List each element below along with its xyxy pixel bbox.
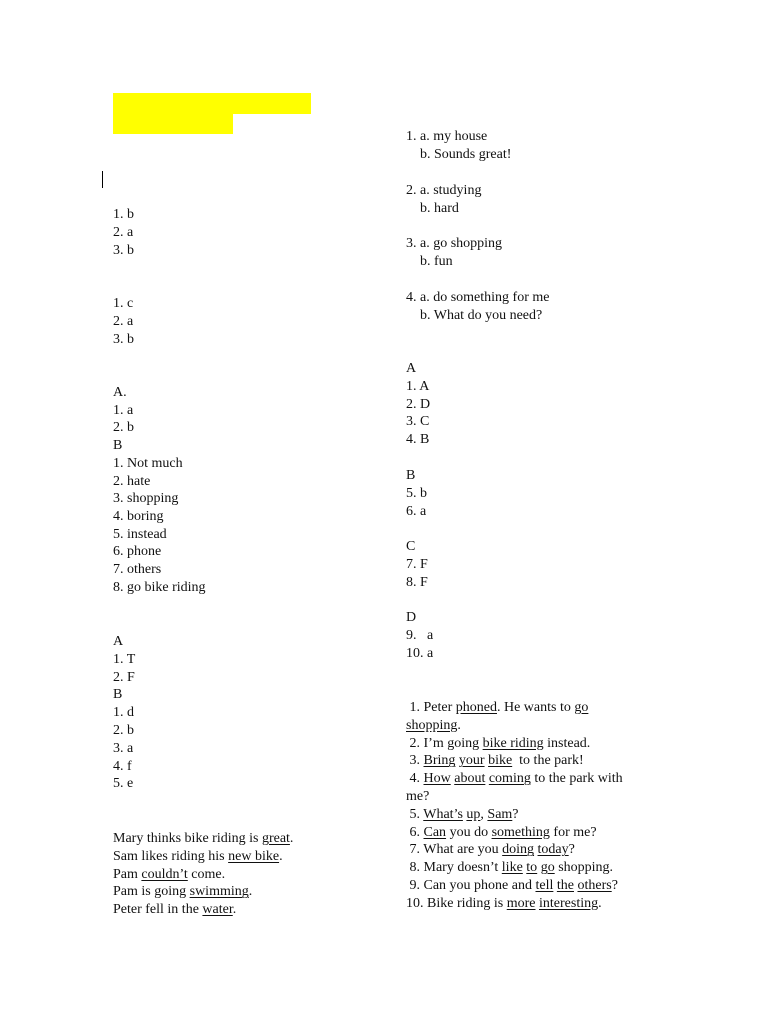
sentence-text: 7. What are you <box>406 842 503 858</box>
sentence-text: 1. Peter <box>406 700 456 715</box>
answer-line: D <box>406 610 417 625</box>
underlined-word: doing <box>502 842 535 858</box>
answer-line: 7. F <box>406 556 428 572</box>
answer-line: 2. D <box>406 396 431 412</box>
answer-line: 7. others <box>113 562 162 577</box>
underlined-word: to <box>526 860 538 876</box>
answer-line: A. <box>113 385 127 400</box>
underlined-word: tell <box>535 878 554 893</box>
sentence-text: me? <box>406 789 430 804</box>
answer-line: 2. b <box>113 723 134 738</box>
highlight-bar-top <box>113 93 311 114</box>
answer-sentence <box>406 859 613 877</box>
answer-line: 2. b <box>113 420 134 436</box>
sentence-text: 8. Mary doesn’t <box>406 860 502 876</box>
sentence-text: 2. I’m going <box>406 735 483 751</box>
answer-sentence <box>406 735 590 753</box>
answer-sentence <box>406 770 623 788</box>
answer-line: 8. go bike riding <box>113 579 206 595</box>
answer-line: 9. a <box>406 627 434 643</box>
sentence-text: Pam is going <box>113 884 190 900</box>
sentence-text: ? <box>611 878 618 893</box>
sentence-text: . <box>248 884 253 900</box>
answer-sentence <box>406 788 429 806</box>
underlined-word: like <box>501 860 523 876</box>
answer-line: 4. f <box>113 758 132 774</box>
sentence-text: to the park with <box>530 771 623 787</box>
underlined-word: water <box>202 902 233 918</box>
sentence-text: 9. Can you phone and <box>406 878 536 893</box>
answer-line: C <box>406 539 416 554</box>
underlined-word: bike <box>488 753 513 769</box>
sentence-text: . <box>279 848 283 864</box>
answer-line: 1. Not much <box>113 455 183 471</box>
sentence-text: 4. <box>406 771 424 787</box>
underlined-word: How <box>423 771 451 787</box>
dialog-answer-line: 1. a. my house <box>406 129 488 144</box>
answer-line: A <box>113 634 124 649</box>
sentence-text: Sam likes riding his <box>113 848 229 864</box>
underlined-word: up <box>466 806 481 822</box>
underlined-word: Sam <box>487 806 513 822</box>
underlined-word: phoned <box>455 700 497 715</box>
underlined-word: about <box>454 771 486 787</box>
answer-line: 1. d <box>113 705 134 721</box>
underlined-word: today <box>537 842 569 858</box>
dialog-answer-line: b. What do you need? <box>406 307 543 323</box>
underlined-word: go <box>540 860 555 876</box>
sentence-text: 10. Bike riding is <box>406 895 507 911</box>
sentence-text: . <box>457 717 461 733</box>
underlined-word: the <box>556 878 574 893</box>
sentence-text: . <box>289 831 294 846</box>
underlined-word: coming <box>488 771 531 787</box>
answer-line: 4. boring <box>113 508 164 524</box>
answer-line: 1. T <box>113 651 136 667</box>
sentence-text: instead. <box>543 735 591 751</box>
highlight-bar-bottom <box>113 113 233 134</box>
answer-line: 1. a <box>113 402 134 418</box>
answer-sentence <box>113 848 283 866</box>
sentence-text: 6. <box>406 824 424 840</box>
answer-line: 3. b <box>113 331 134 347</box>
sentence-text: to the park! <box>512 753 584 769</box>
underlined-word: something <box>491 824 550 840</box>
underlined-word: more <box>506 895 536 911</box>
underlined-word: great <box>261 831 290 846</box>
dialog-answer-line: 3. a. go shopping <box>406 236 503 251</box>
answer-sentence <box>406 841 575 859</box>
answer-line: 2. hate <box>113 473 151 489</box>
answer-line: 4. B <box>406 432 430 448</box>
sentence-text: Pam <box>113 866 142 882</box>
answer-line: 3. a <box>113 740 134 756</box>
answer-line: 1. b <box>113 207 134 222</box>
answer-sentence <box>113 901 236 919</box>
answer-sentence <box>406 699 588 717</box>
answer-line: 1. A <box>406 378 430 394</box>
underlined-word: bike riding <box>482 735 544 751</box>
sentence-text: . <box>232 902 237 918</box>
answer-line: 3. C <box>406 414 430 430</box>
answer-line: B <box>113 438 123 454</box>
answer-line: B <box>113 687 123 703</box>
underlined-word: others <box>577 878 612 893</box>
dialog-answer-line: b. hard <box>406 200 459 216</box>
answer-sentence <box>113 866 225 884</box>
underlined-word: What’s <box>423 806 463 822</box>
sentence-text: , <box>480 806 488 822</box>
underlined-word: couldn’t <box>141 866 188 882</box>
answer-line: 2. F <box>113 669 135 685</box>
sentence-text: . He wants to <box>496 700 575 715</box>
answer-sentence <box>406 806 519 824</box>
dialog-answer-line: b. Sounds great! <box>406 147 512 162</box>
dialog-answer-line: 4. a. do something for me <box>406 289 550 305</box>
answer-line: 3. b <box>113 242 134 258</box>
sentence-text: Mary thinks bike riding is <box>113 831 262 846</box>
underlined-word: interesting <box>539 895 599 911</box>
underlined-word: new bike <box>228 848 280 864</box>
dialog-answer-line: 2. a. studying <box>406 182 482 198</box>
sentence-text: . <box>598 895 602 911</box>
underlined-word: Can <box>423 824 447 840</box>
sentence-text: Peter fell in the <box>113 902 203 918</box>
answer-sentence <box>406 824 597 842</box>
answer-sentence <box>113 883 252 901</box>
underlined-word: Bring <box>423 753 456 769</box>
sentence-text: shopping. <box>554 860 614 876</box>
answer-line: 8. F <box>406 574 428 590</box>
answer-line: 2. a <box>113 224 134 240</box>
answer-sentence <box>406 752 584 770</box>
answer-line: 5. e <box>113 776 134 792</box>
answer-line: 5. instead <box>113 526 167 542</box>
answer-line: 2. a <box>113 313 134 329</box>
answer-sentence <box>406 895 602 913</box>
answer-line: A <box>406 361 417 376</box>
answer-line: B <box>406 468 416 483</box>
underlined-word: swimming <box>189 884 249 900</box>
answer-line: 1. c <box>113 296 134 311</box>
answer-line: 6. phone <box>113 544 162 560</box>
sentence-text: ? <box>512 806 519 822</box>
underlined-word: shopping <box>406 717 458 733</box>
underlined-word: your <box>458 753 485 769</box>
sentence-text: for me? <box>549 824 597 840</box>
answer-line: 6. a <box>406 503 427 519</box>
text-cursor <box>102 171 103 188</box>
answer-line: 3. shopping <box>113 491 179 507</box>
sentence-text: 5. <box>406 806 424 822</box>
sentence-text: 3. <box>406 753 424 769</box>
underlined-word: go <box>574 700 589 715</box>
answer-line: 5. b <box>406 485 427 501</box>
answer-line: 10. a <box>406 645 434 661</box>
sentence-text: you do <box>446 824 492 840</box>
answer-sentence <box>406 877 618 895</box>
sentence-text: come. <box>187 866 226 882</box>
answer-sentence <box>113 830 293 848</box>
dialog-answer-line: b. fun <box>406 254 453 269</box>
answer-sentence <box>406 717 461 735</box>
sentence-text: ? <box>568 842 575 858</box>
